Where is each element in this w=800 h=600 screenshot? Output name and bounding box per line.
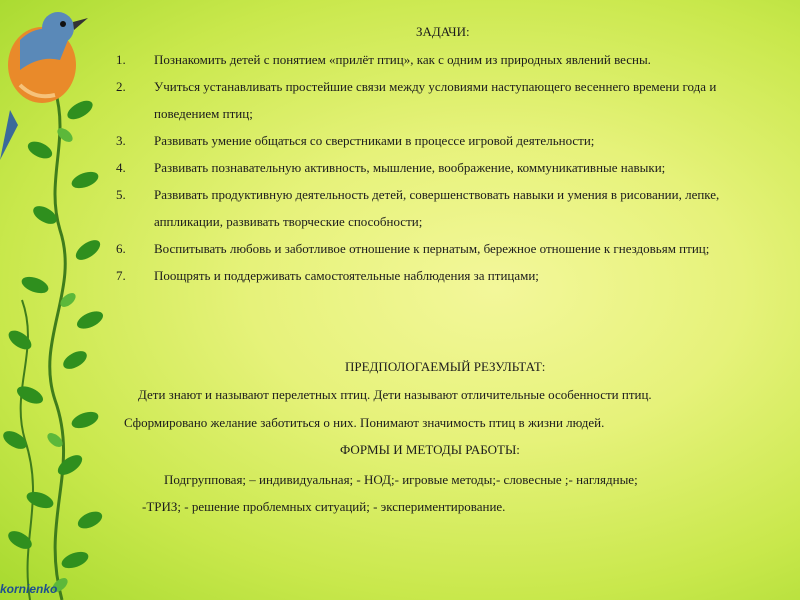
list-number: 1. xyxy=(116,52,126,67)
list-number: 3. xyxy=(116,133,126,148)
result-text-1: Дети знают и называют перелетных птиц. Дети называют отличительные особенности птиц. xyxy=(138,387,652,402)
list-number: 7. xyxy=(116,268,126,283)
list-number: 2. xyxy=(116,79,126,94)
list-number: 6. xyxy=(116,241,126,256)
methods-text-1: Подгрупповая; – индивидуальная; - НОД;- игровые методы;- словесные ;- наглядные; xyxy=(164,472,638,487)
list-text: Учиться устанавливать простейшие связи между условиями наступающего весеннего времени года и поведением птиц; xyxy=(154,79,717,121)
list-item xyxy=(116,154,776,181)
list-number: 5. xyxy=(116,187,126,202)
list-text: Развивать продуктивную деятельность детей, совершенствовать навыки и умения в рисовании, лепке, аппликации, развивать творческие способности; xyxy=(154,187,720,229)
list-text: Развивать умение общаться со сверстниками в процессе игровой деятельности; xyxy=(154,133,595,148)
tasks-heading: ЗАДАЧИ: xyxy=(416,24,470,39)
methods-heading: ФОРМЫ И МЕТОДЫ РАБОТЫ: xyxy=(340,442,520,457)
list-item xyxy=(116,235,776,262)
list-item xyxy=(116,262,776,289)
list-number: 4. xyxy=(116,160,126,175)
author-credit: kornienko xyxy=(0,582,58,596)
result-heading: ПРЕДПОЛОГАЕМЫЙ РЕЗУЛЬТАТ: xyxy=(345,359,546,374)
list-text: Познакомить детей с понятием «прилёт птиц», как с одним из природных явлений весны. xyxy=(154,52,651,67)
list-item xyxy=(116,127,776,154)
list-item xyxy=(116,73,776,127)
list-text: Развивать познавательную активность, мышление, воображение, коммуникативные навыки; xyxy=(154,160,666,175)
list-text: Воспитывать любовь и заботливое отношение к пернатым, бережное отношение к гнездовьям птиц; xyxy=(154,241,710,256)
list-item xyxy=(116,46,776,73)
result-text-2: Сформировано желание заботиться о них. Понимают значимость птиц в жизни людей. xyxy=(124,415,605,430)
list-text: Поощрять и поддерживать самостоятельные наблюдения за птицами; xyxy=(154,268,539,283)
list-item xyxy=(116,181,776,235)
tasks-list xyxy=(116,46,776,289)
methods-text-2: -ТРИЗ; - решение проблемных ситуаций; - экспериментирование. xyxy=(142,499,506,514)
